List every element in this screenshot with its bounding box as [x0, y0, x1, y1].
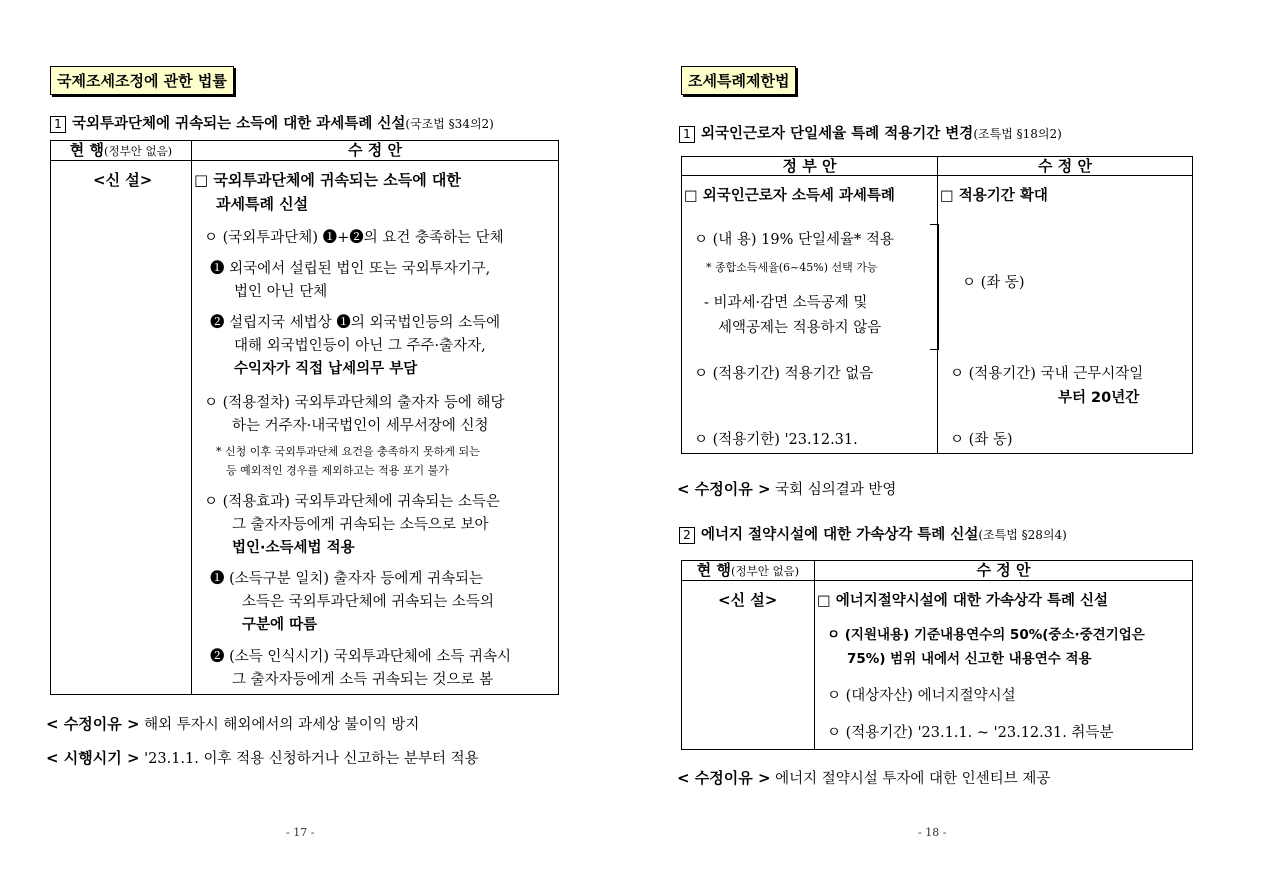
gov-note: * 종합소득세율(6~45%) 선택 가능 [706, 261, 878, 274]
revised-line: 부터 20년간 [1058, 390, 1140, 406]
revised-cell [815, 581, 1193, 750]
col-current-header: 현 행(정부안 없음) [682, 561, 815, 581]
revised-note: * 신청 이후 국외투과단체 요건을 충족하지 못하게 되는 [216, 445, 480, 458]
revised-line: 과세특례 신설 [216, 195, 309, 213]
right-item2-table [681, 560, 1193, 750]
revised-line: □ 적용기간 확대 [940, 188, 1048, 204]
col-current-header: 현 행(정부안 없음) [51, 141, 192, 161]
left-effective [46, 747, 479, 768]
revised-line: 법인·소득세법 적용 [232, 540, 355, 556]
right-item1-table [681, 156, 1193, 454]
revised-line: 그 출자자등에게 소득 귀속되는 것으로 봄 [232, 672, 494, 688]
revised-line: ❶ 외국에서 설립된 법인 또는 국외투자기구, [210, 261, 491, 277]
revised-line: ㅇ (적용기간) 국내 근무시작일 [950, 366, 1144, 382]
revised-line: 그 출자자등에게 귀속되는 소득으로 보아 [232, 517, 489, 533]
right-item2-heading [679, 523, 1067, 544]
revised-line: ㅇ (적용효과) 국외투과단체에 귀속되는 소득은 [204, 494, 500, 510]
revised-line: ㅇ (좌 동) [962, 275, 1025, 291]
reason-text: 해외 투자시 해외에서의 과세상 불이익 방지 [144, 717, 420, 733]
gov-line: ㅇ (적용기간) 적용기간 없음 [694, 366, 874, 382]
effective-text: '23.1.1. 이후 적용 신청하거나 신고하는 분부터 적용 [144, 751, 479, 767]
left-law-title: 국제조세조정에 관한 법률 [50, 66, 234, 95]
item-title: 국외투과단체에 귀속되는 소득에 대한 과세특례 신설 [72, 116, 406, 132]
revised-line: ㅇ (좌 동) [950, 432, 1013, 448]
item-number: 1 [679, 126, 695, 143]
left-reason [46, 713, 419, 734]
col-revised-header: 수 정 안 [815, 561, 1193, 581]
reason-label: < 수정이유 > [677, 769, 771, 787]
revised-line: ❶ (소득구분 일치) 출자자 등에게 귀속되는 [210, 571, 483, 587]
revised-line: 법인 아닌 단체 [234, 284, 328, 300]
gov-cell [682, 176, 938, 454]
current-cell [51, 161, 192, 695]
revised-line: 하는 거주자·내국법인이 세무서장에 신청 [232, 418, 489, 434]
revised-line: 구분에 따름 [242, 617, 318, 633]
revised-note: 등 예외적인 경우를 제외하고는 적용 포기 불가 [226, 464, 449, 477]
current-value: <신 설> [93, 171, 153, 189]
right-reason1 [677, 478, 896, 499]
revised-line: ㅇ (대상자산) 에너지절약시설 [827, 688, 1016, 704]
revised-cell [192, 161, 559, 695]
left-item1-heading [50, 112, 494, 133]
revised-line: ㅇ (지원내용) 기준내용연수의 50%(중소·중견기업은 [827, 627, 1145, 643]
col-revised-header: 수 정 안 [938, 157, 1193, 176]
right-reason2 [677, 767, 1050, 788]
left-item1-table [50, 140, 559, 695]
revised-line: ㅇ (국외투과단체) ❶+❷의 요건 충족하는 단체 [204, 230, 504, 246]
revised-line: ❷ (소득 인식시기) 국외투과단체에 소득 귀속시 [210, 649, 511, 665]
col-revised-header: 수 정 안 [192, 141, 559, 161]
current-value: <신 설> [718, 591, 778, 609]
revised-line: ❷ 설립지국 세법상 ❶의 외국법인등의 소득에 [210, 315, 501, 331]
effective-label: < 시행시기 > [46, 749, 140, 767]
reason-text: 에너지 절약시설 투자에 대한 인센티브 제공 [775, 771, 1051, 787]
gov-line: ㅇ (내 용) 19% 단일세율* 적용 [694, 232, 894, 248]
current-cell [682, 581, 815, 750]
item-reference: (조특법 §18의2) [973, 127, 1062, 141]
item-title: 에너지 절약시설에 대한 가속상각 특례 신설 [701, 527, 979, 543]
item-reference: (국조법 §34의2) [405, 117, 494, 131]
page-number-left: - 17 - [286, 826, 315, 839]
item-title: 외국인근로자 단일세율 특례 적용기간 변경 [701, 126, 974, 142]
reason-label: < 수정이유 > [46, 715, 140, 733]
revised-line: ㅇ (적용기간) '23.1.1. ~ '23.12.31. 취득분 [827, 725, 1114, 741]
right-law-title: 조세특례제한법 [681, 66, 796, 95]
revised-line: ㅇ (적용절차) 국외투과단체의 출자자 등에 해당 [204, 395, 505, 411]
revised-cell [938, 176, 1193, 454]
gov-line: □ 외국인근로자 소득세 과세특례 [684, 188, 895, 204]
revised-line: 75%) 범위 내에서 신고한 내용연수 적용 [847, 651, 1092, 667]
gov-line: 세액공제는 적용하지 않음 [718, 320, 882, 336]
revised-line: 소득은 국외투과단체에 귀속되는 소득의 [242, 594, 494, 610]
revised-line: 수익자가 직접 납세의무 부담 [234, 361, 418, 377]
item-number: 1 [50, 116, 66, 133]
gov-line: - 비과세·감면 소득공제 및 [704, 295, 868, 311]
right-item1-heading [679, 122, 1062, 143]
reason-text: 국회 심의결과 반영 [775, 482, 897, 498]
item-number: 2 [679, 527, 695, 544]
gov-line: ㅇ (적용기한) '23.12.31. [694, 432, 858, 448]
item-reference: (조특법 §28의4) [978, 528, 1067, 542]
revised-line: □ 에너지절약시설에 대한 가속상각 특례 신설 [817, 593, 1109, 609]
revised-line: 대해 외국법인등이 아닌 그 주주·출자자, [234, 338, 486, 354]
page-number-right: - 18 - [918, 826, 947, 839]
reason-label: < 수정이유 > [677, 480, 771, 498]
col-gov-header: 정 부 안 [682, 157, 938, 176]
revised-line: □ 국외투과단체에 귀속되는 소득에 대한 [194, 171, 461, 189]
